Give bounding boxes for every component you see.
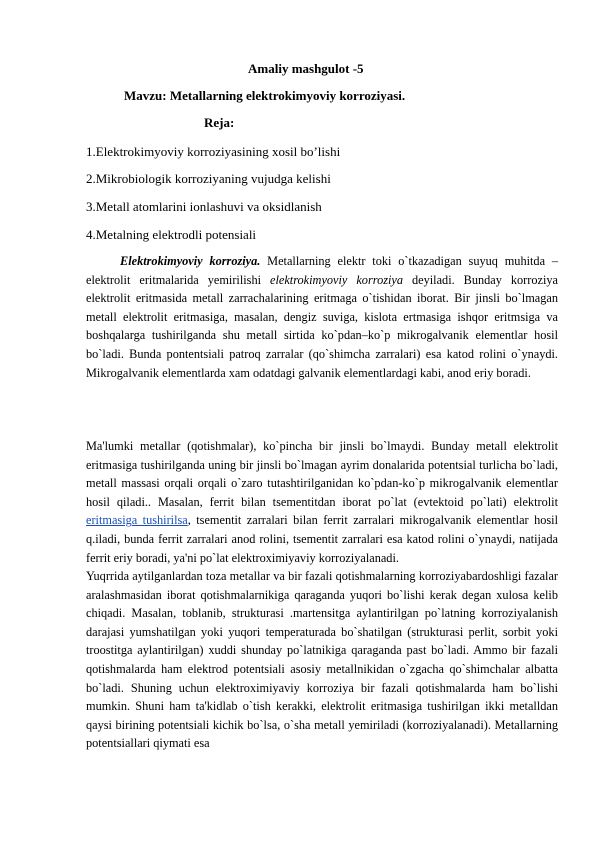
plan-heading: Reja: <box>204 115 235 130</box>
topic-heading: Mavzu: Metallarning elektrokimyoviy korroziyasi. <box>124 88 406 103</box>
page-title: Amaliy mashgulot -5 <box>248 61 364 76</box>
paragraph-text: deyiladi. Bunday korroziya elektrolit eritmasida metall zarrachalarining eritmaga o`tishidan iborat. Bir jinsli bo`lmagan metall elektrolit eritmasiga, masalan, dengiz suviga, kislota ertmasiga ishqor eritmsiga va boshqalarga tushirilganda shu metall sirtida ko`pdan–ko`p mikrogalvanik elementlar hosil bo`ladi. Bunda pontentsiali patroq zarralar (qo`shimcha zarralari) esa katod rolini o`ynaydi. Mikrogalvanik elementlarda xam odatdagi galvanik elementlardagi kabi, anod eriy boradi. <box>86 272 559 380</box>
paragraph-alloys <box>86 437 558 567</box>
italic-term: elektrokimyoviy korroziya <box>270 272 404 287</box>
plan-item-2: 2.Mikrobiologik korroziyaning vujudga kelishi <box>86 171 331 186</box>
paragraph-electrochemical-corrosion <box>86 252 558 382</box>
paragraph-text: Metallarning elektr toki o`tkazadigan suyuq muhitda – elektrolit eritmalarida yemirilishi <box>86 254 558 287</box>
hyperlink[interactable]: eritmasiga tushirilsa <box>86 513 188 528</box>
paragraph-text: , tsementit zarralari bilan ferrit zarralari mikrogalvanik elementlar hosil q.iladi, bunda ferrit zarralari anod rolini, tsementit zarralari esa katod rolini o`ynaydi, natijada ferrit eriy boradi, ya'ni po`lat elektroximiyaviy korroziyalanadi. <box>86 513 558 565</box>
paragraph-text: Ma'lumki metallar (qotishmalar), ko`pincha bir jinsli bo`lmaydi. Bunday metall elektrolit eritmasiga tushirilganda uning bir jinsli bo`lmagan ayrim donalarida potentsial turlicha bo`ladi, metall massasi orqali orqali o`zaro tutashtirilganidan ko`pdan-ko`p mikrogalvanik elementlar hosil qiladi.. Masalan, ferrit bilan tsementitdan iborat po`lat (evtektoid po`lati) elektrolit <box>86 439 558 509</box>
plan-item-4: 4.Metalning elektrodli potensiali <box>86 227 257 242</box>
paragraph-conclusion: Yuqrrida aytilganlardan toza metallar va bir fazali qotishmalarning korroziyabardoshligi fazalar aralashmasidan iborat qotishmalarnikiga qaraganda yuqori bo`lishi kerak degan xulosa kelib chiqadi. Masalan, toblanib, strukturasi .martensitga aylantirilgan po`latning korroziyalanish darajasi yumshatilgan yoki yuqori temperaturada bo`shatilgan (strukturasi perlit, sorbit yoki troostitga aylantirilgan) xuddi shunday po`latnikiga qaraganda past bo`ladi. Ammo bir fazali qotishmalarda ham elektrod potentsiali asosiy metallnikidan o`zgacha qo`shimchalar albatta bo`ladi. Shuning uchun elektroximiyaviy korroziya bir fazali qotishmalarda ham bo`lishi mumkin. Shuni ham ta'kidlab o`tish kerakki, elektrolit eritmasiga tushirilgan ikki metalldan qaysi birining potentsiali kichik bo`lsa, o`sha metall yemiriladi (korroziyalanadi). Metallarning potentsiallari qiymati esa <box>86 569 558 751</box>
plan-item-3: 3.Metall atomlarini ionlashuvi va oksidlanish <box>86 199 322 214</box>
plan-item-1: 1.Elektrokimyoviy korroziyasining xosil bo’lishi <box>86 144 341 159</box>
term-electrochemical-corrosion: Elektrokimyoviy korroziya. <box>120 254 261 268</box>
